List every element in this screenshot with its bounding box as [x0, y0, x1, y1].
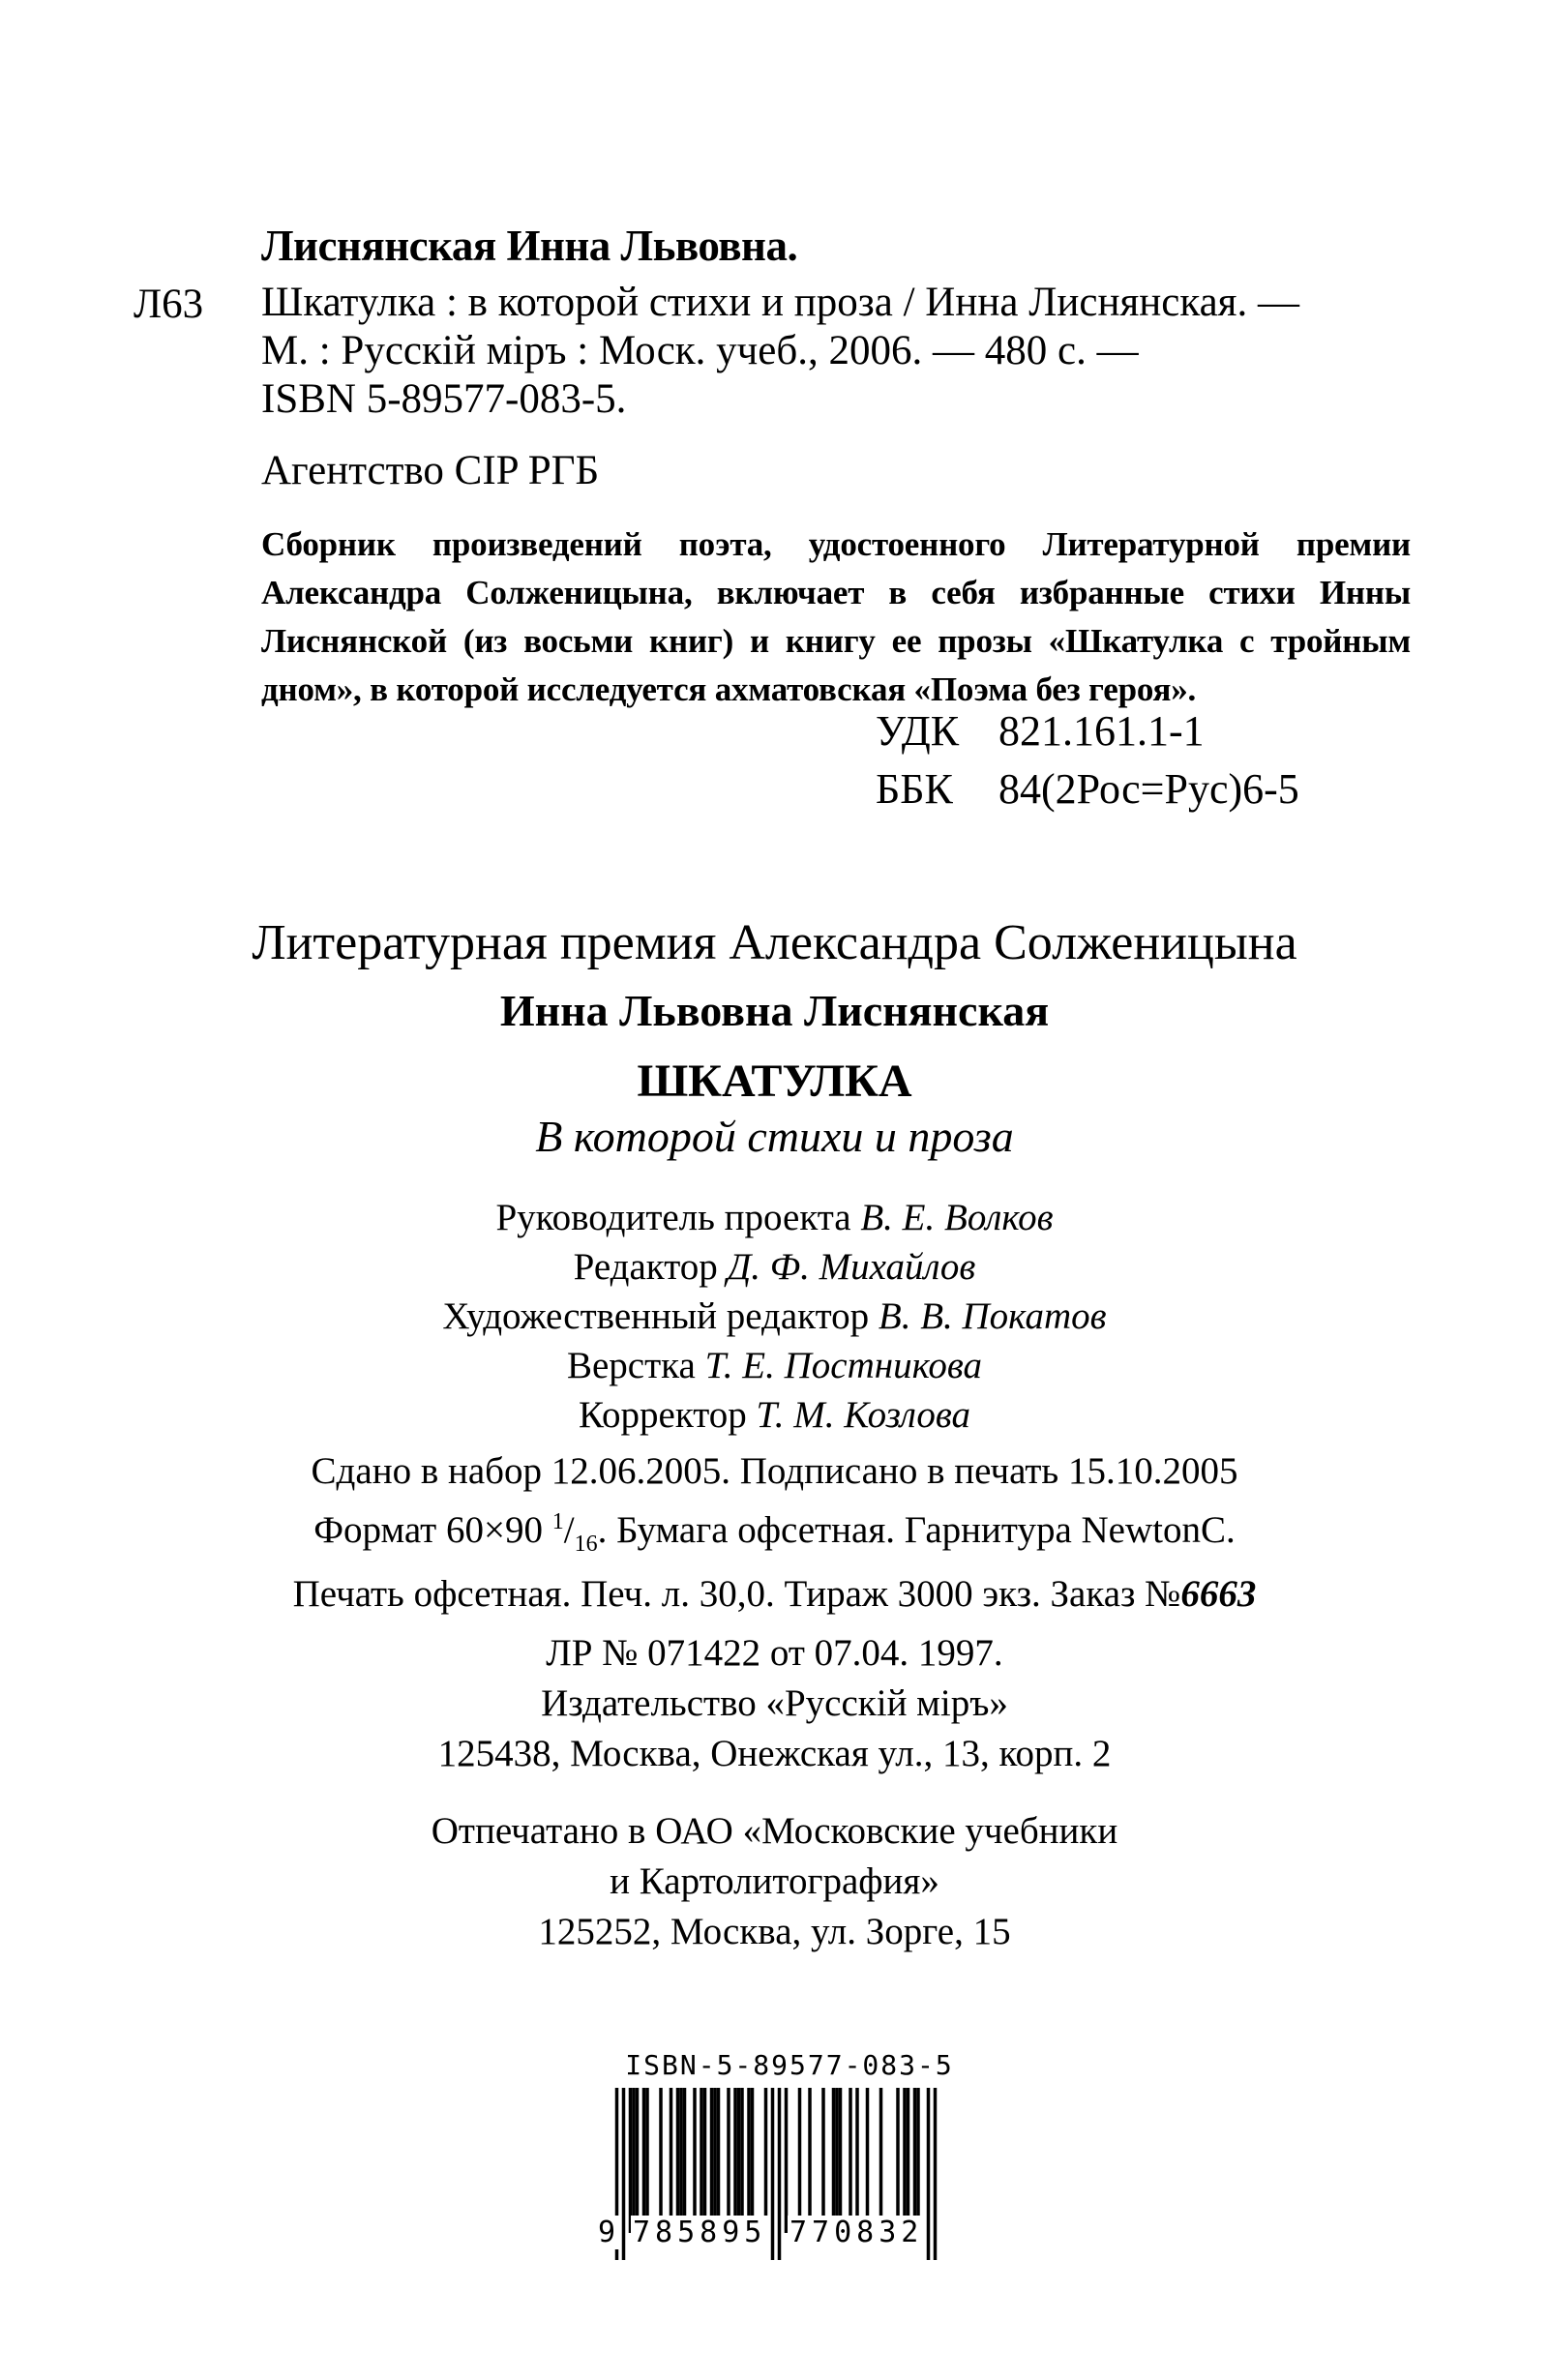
barcode-bar: [849, 2088, 852, 2233]
barcode-bar: [740, 2088, 744, 2233]
barcode-bar: [737, 2088, 741, 2233]
barcode-bar: [642, 2088, 646, 2233]
barcode-bar: [866, 2088, 870, 2233]
format-details: . Бумага офсетная. Гарнитура NewtonC.: [597, 1509, 1236, 1551]
publisher-name: Издательство «Русскій міръ»: [541, 1682, 1008, 1724]
barcode-bar: [659, 2088, 663, 2233]
imprint-block: [0, 1446, 1549, 1620]
barcode-bar: [693, 2088, 697, 2233]
barcode-bar: [713, 2088, 717, 2233]
barcode-bar: [785, 2088, 789, 2233]
barcode-digit-first: 9: [598, 2216, 621, 2249]
barcode-bar: [733, 2088, 737, 2233]
cip-code: Л63: [134, 282, 204, 327]
order-number: 6663: [1180, 1572, 1257, 1615]
barcode-bar: [913, 2088, 917, 2233]
license-number: ЛР № 071422 от 07.04. 1997.: [546, 1632, 1003, 1674]
barcode-bar: [907, 2088, 910, 2233]
barcode-bar: [927, 2088, 931, 2260]
barcode-bar: [700, 2088, 703, 2233]
barcode-digits-left: 785895: [633, 2216, 767, 2249]
prize-title: Литературная премия Александра Солженицына: [252, 915, 1297, 970]
barcode-bar: [879, 2088, 883, 2233]
barcode-bar: [703, 2088, 707, 2233]
barcode-bar: [808, 2088, 812, 2233]
barcode-bar: [670, 2088, 673, 2233]
bbk-label: ББК: [876, 765, 953, 813]
barcode-bar: [835, 2088, 839, 2233]
publisher-block: [0, 1628, 1549, 1779]
barcode-bar: [629, 2088, 633, 2233]
barcode-isbn-caption: ISBN-5-89577-083-5: [625, 2049, 954, 2081]
barcode-bar: [896, 2088, 900, 2233]
barcode-bar: [798, 2088, 802, 2233]
cip-line-title: Шкатулка : в которой стихи и проза / Инна Лиснянская. —: [261, 280, 1299, 325]
credit-line: [0, 1193, 1549, 1242]
barcode-bar: [622, 2088, 626, 2260]
credit-name: В. Е. Волков: [860, 1197, 1054, 1238]
barcode-bar: [764, 2088, 768, 2233]
barcode-bar: [727, 2088, 730, 2233]
credit-line: [0, 1341, 1549, 1390]
credit-role: Руководитель проекта: [495, 1197, 851, 1238]
credit-line: [0, 1242, 1549, 1292]
fraction-numerator: 1: [551, 1509, 564, 1534]
printer-block: [0, 1806, 1549, 1957]
book-author: Инна Львовна Лиснянская: [499, 986, 1050, 1035]
book-subtitle: В которой стихи и проза: [535, 1112, 1014, 1161]
format-label: Формат 60×90: [313, 1509, 543, 1551]
credit-name: В. В. Покатов: [878, 1295, 1107, 1337]
imprint-format: [0, 1497, 1549, 1569]
printer-name-1: Отпечатано в ОАО «Московские учебники: [431, 1810, 1118, 1852]
barcode-bar: [751, 2088, 755, 2233]
barcode-bar: [747, 2088, 751, 2233]
credit-name: Т. Е. Постникова: [704, 1345, 983, 1386]
credit-role: Верстка: [566, 1345, 696, 1386]
barcode-bar: [710, 2088, 714, 2233]
format-fraction: $^1/_{16}$: [551, 1509, 598, 1557]
print-run-text: Печать офсетная. Печ. л. 30,0. Тираж 3000 экз. Заказ №: [292, 1572, 1181, 1615]
cip-agency: Агентство CIP РГБ: [261, 448, 600, 493]
abstract-paragraph: Сборник произведений поэта, удостоенного Литературной премии Александра Солженицына, включает в себя избранные стихи Инны Лиснянской (из восьми книг) и книгу ее прозы «Шкатулка с тройным дном», в которой исследуется ахматовская «Поэма без героя».: [261, 525, 1411, 708]
barcode-bar: [839, 2088, 843, 2233]
udk-value: 821.161.1-1: [998, 707, 1205, 755]
credit-name: Д. Ф. Михайлов: [727, 1246, 976, 1288]
credits-list: [0, 1193, 1549, 1440]
barcode-bar: [771, 2088, 775, 2260]
credit-role: Корректор: [578, 1394, 747, 1436]
printer-name-2: и Картолитография»: [610, 1860, 939, 1902]
barcode-bar: [821, 2088, 825, 2233]
cip-line-isbn: ISBN 5-89577-083-5.: [261, 376, 627, 422]
imprint-print-run: [0, 1569, 1549, 1620]
credit-line: [0, 1390, 1549, 1440]
barcode-bar: [855, 2088, 859, 2233]
barcode-bar: [903, 2088, 907, 2233]
imprint-dates: Сдано в набор 12.06.2005. Подписано в печать 15.10.2005: [311, 1450, 1238, 1492]
barcode-bar: [676, 2088, 680, 2233]
barcode-bar: [679, 2088, 683, 2233]
cip-line-publisher: М. : Русскій міръ : Моск. учеб., 2006. — 480 с. —: [261, 328, 1139, 373]
bbk-value: 84(2Рос=Рус)6-5: [998, 765, 1299, 813]
fraction-denominator: 16: [574, 1531, 598, 1557]
barcode-bar: [632, 2088, 636, 2233]
barcode-bar: [934, 2088, 938, 2260]
book-title: ШКАТУЛКА: [637, 1056, 912, 1107]
barcode-digits-right: 770832: [789, 2216, 924, 2249]
barcode-bar: [916, 2088, 920, 2233]
barcode-bar: [832, 2088, 836, 2233]
barcode-bar: [717, 2088, 721, 2233]
barcode-bar: [683, 2088, 687, 2233]
credit-name: Т. М. Козлова: [756, 1394, 971, 1436]
cip-author: Лиснянская Инна Львовна.: [261, 222, 798, 270]
credit-line: [0, 1292, 1549, 1341]
barcode-bar: [645, 2088, 649, 2233]
udk-label: УДК: [876, 707, 960, 755]
credit-role: Художественный редактор: [442, 1295, 870, 1337]
publisher-address: 125438, Москва, Онежская ул., 13, корп. 2: [437, 1733, 1112, 1774]
barcode-bar: [636, 2088, 640, 2233]
credit-role: Редактор: [573, 1246, 718, 1288]
printer-address: 125252, Москва, ул. Зорге, 15: [538, 1911, 1011, 1952]
barcode-bar: [778, 2088, 782, 2260]
